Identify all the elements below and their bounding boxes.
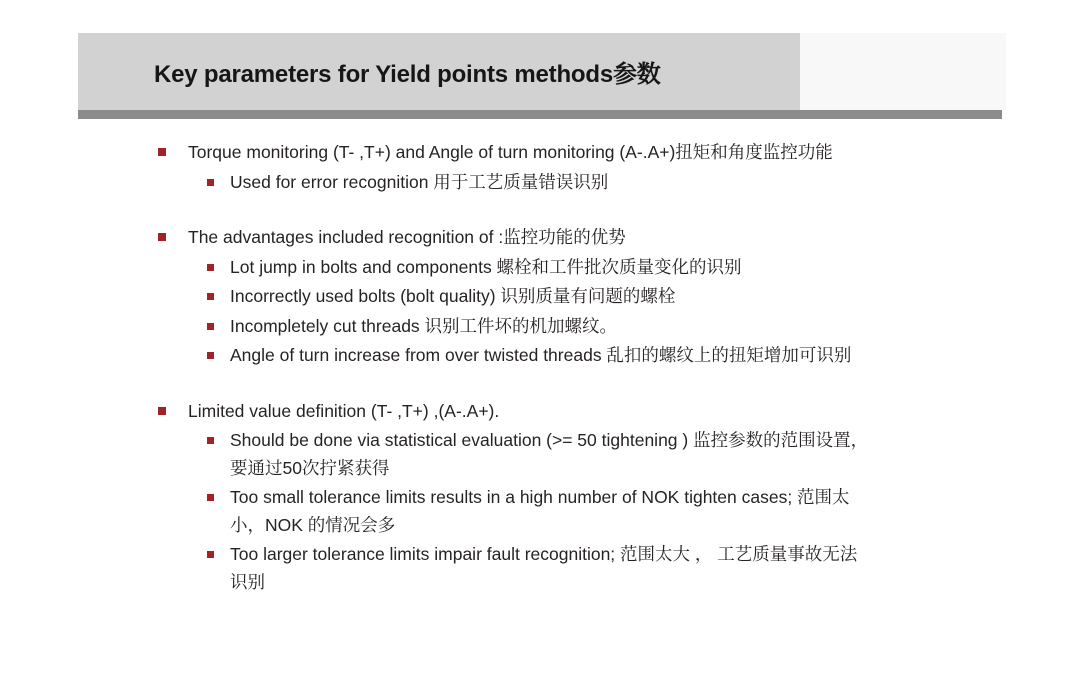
list-item-text: Torque monitoring (T- ,T+) and Angle of turn monitoring (A-.A+)扭矩和角度监控功能 bbox=[188, 142, 833, 162]
bullet-square-icon bbox=[158, 233, 166, 241]
list-item bbox=[158, 224, 930, 252]
list-item bbox=[158, 254, 930, 282]
bullet-square-icon bbox=[207, 551, 214, 558]
list-item bbox=[158, 541, 930, 596]
bullet-group-limited-value bbox=[158, 398, 930, 597]
page-title: Key parameters for Yield points methods参数 bbox=[154, 61, 661, 88]
list-item bbox=[158, 139, 930, 167]
bullet-square-icon bbox=[207, 437, 214, 444]
list-item-text: Too larger tolerance limits impair fault recognition; 范围太大 ， 工艺质量事故无法识别 bbox=[230, 544, 858, 592]
bullet-square-icon bbox=[207, 323, 214, 330]
bullet-square-icon bbox=[158, 407, 166, 415]
bullet-square-icon bbox=[207, 293, 214, 300]
title-underline-bar bbox=[78, 110, 1002, 119]
list-item bbox=[158, 313, 930, 341]
list-item bbox=[158, 398, 930, 426]
bullet-square-icon bbox=[207, 179, 214, 186]
list-item-text: Limited value definition (T- ,T+) ,(A-.A+). bbox=[188, 400, 500, 421]
list-item-text: Used for error recognition 用于工艺质量错误识别 bbox=[230, 171, 609, 192]
list-item bbox=[158, 342, 930, 370]
list-item-text: Too small tolerance limits results in a high number of NOK tighten cases; 范围太小，NOK 的情况会多 bbox=[230, 487, 850, 535]
list-item bbox=[158, 484, 930, 539]
list-item bbox=[158, 283, 930, 311]
list-item bbox=[158, 169, 930, 197]
bullet-group-advantages bbox=[158, 224, 930, 370]
list-item-text: Should be done via statistical evaluation (>= 50 tightening ) 监控参数的范围设置，要通过50次拧紧获得 bbox=[230, 430, 869, 478]
list-item-text: Angle of turn increase from over twisted threads 乱扣的螺纹上的扭矩增加可识别 bbox=[230, 345, 852, 365]
bullet-square-icon bbox=[207, 352, 214, 359]
bullet-group-torque-monitoring bbox=[158, 139, 930, 196]
list-item-text: Incorrectly used bolts (bolt quality) 识别质量有问题的螺栓 bbox=[230, 286, 676, 306]
title-panel-side-block bbox=[800, 33, 1006, 110]
list-item-text: The advantages included recognition of :监控功能的优势 bbox=[188, 227, 626, 247]
list-item-text: Incompletely cut threads 识别工件坏的机加螺纹。 bbox=[230, 315, 618, 336]
bullet-list bbox=[158, 139, 930, 596]
bullet-square-icon bbox=[158, 148, 166, 156]
bullet-square-icon bbox=[207, 494, 214, 501]
list-item-text: Lot jump in bolts and components 螺栓和工件批次质量变化的识别 bbox=[230, 256, 742, 277]
title-panel bbox=[78, 33, 800, 110]
bullet-square-icon bbox=[207, 264, 214, 271]
list-item bbox=[158, 427, 930, 482]
